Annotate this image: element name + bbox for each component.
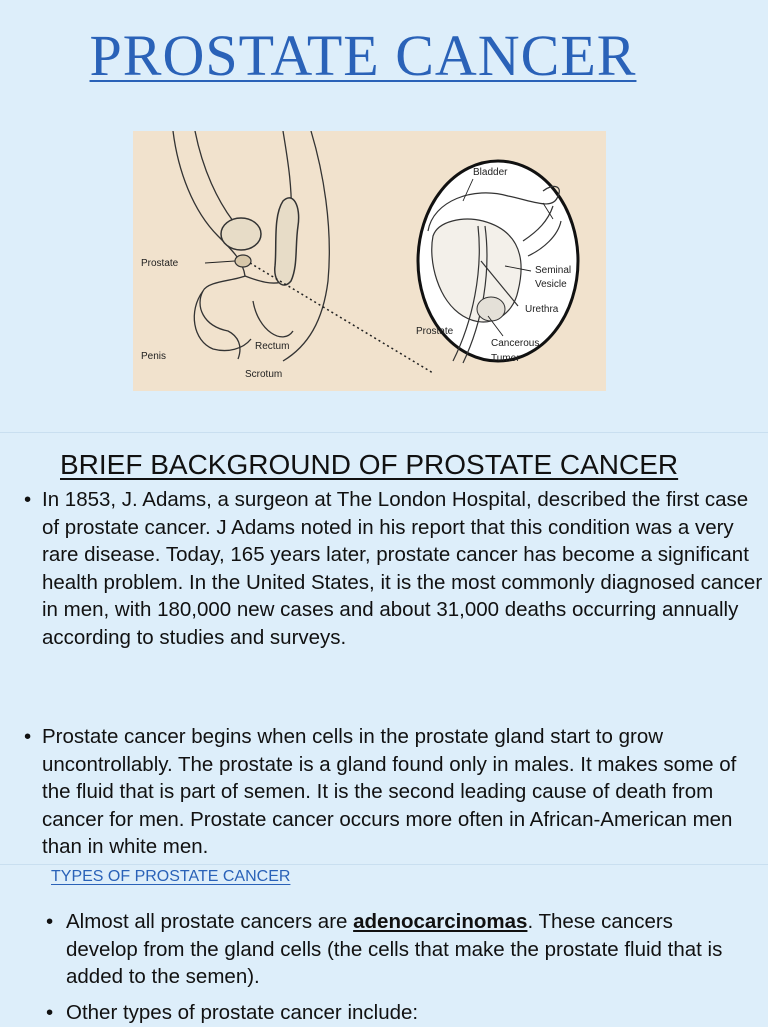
label-seminal: Seminal — [535, 265, 572, 276]
paragraph-other-types — [46, 999, 746, 1027]
label-prostate-right: Prostate — [416, 326, 454, 337]
anatomy-illustration — [133, 131, 606, 391]
label-scrotum: Scrotum — [245, 369, 283, 380]
bullet-marker: • — [24, 725, 32, 748]
paragraph-overview — [24, 723, 766, 861]
label-rectum: Rectum — [255, 341, 290, 352]
label-vesicle: Vesicle — [535, 279, 567, 290]
label-prostate-left: Prostate — [141, 258, 179, 269]
section-title-types: TYPES OF PROSTATE CANCER — [51, 868, 291, 885]
label-bladder: Bladder — [473, 167, 508, 178]
page-title: PROSTATE CANCER — [89, 23, 637, 88]
bullet-marker: • — [24, 488, 32, 511]
paragraph-adenocarcinoma — [46, 908, 746, 991]
label-penis: Penis — [141, 351, 167, 362]
paragraph-text: Other types of prostate cancer include: — [66, 1001, 419, 1024]
prostate-anatomy-figure — [133, 131, 606, 391]
paragraph-text: In 1853, J. Adams, a surgeon at The London Hospital, described the first case of prostate cancer. J Adams noted in his report that this condition was a very rare disease. Today, 165 years later, prostate cancer has become a significant health problem. In the United States, it is the most commonly diagnosed cancer in men, with 180,000 new cases and about 31,000 deaths occurring annually according to studies and surveys. — [42, 488, 763, 649]
emphasis-adenocarcinomas: adenocarcinomas — [353, 910, 528, 933]
slide-title — [0, 0, 768, 432]
label-urethra: Urethra — [525, 304, 559, 315]
bullet-marker: • — [46, 1001, 54, 1024]
text-before: Almost all prostate cancers are — [66, 910, 354, 933]
paragraph-history — [24, 486, 766, 651]
label-cancerous: Cancerous — [491, 338, 540, 349]
bullet-marker: • — [46, 910, 54, 933]
section-title-background: BRIEF BACKGROUND OF PROSTATE CANCER — [60, 449, 679, 480]
paragraph-text — [46, 908, 746, 991]
paragraph-text: Prostate cancer begins when cells in the prostate gland start to grow uncontrollably. The prostate is a gland found only in males. It makes some of the fluid that is part of semen. It is the second leading cause of death from cancer for men. Prostate cancer occurs more often in African-American men than in white men. — [42, 725, 737, 858]
text-after: . These cancers develop from the gland cells (the cells that make the prostate fluid that is added to the semen). — [66, 910, 723, 988]
label-tumor: Tumor — [491, 353, 520, 364]
